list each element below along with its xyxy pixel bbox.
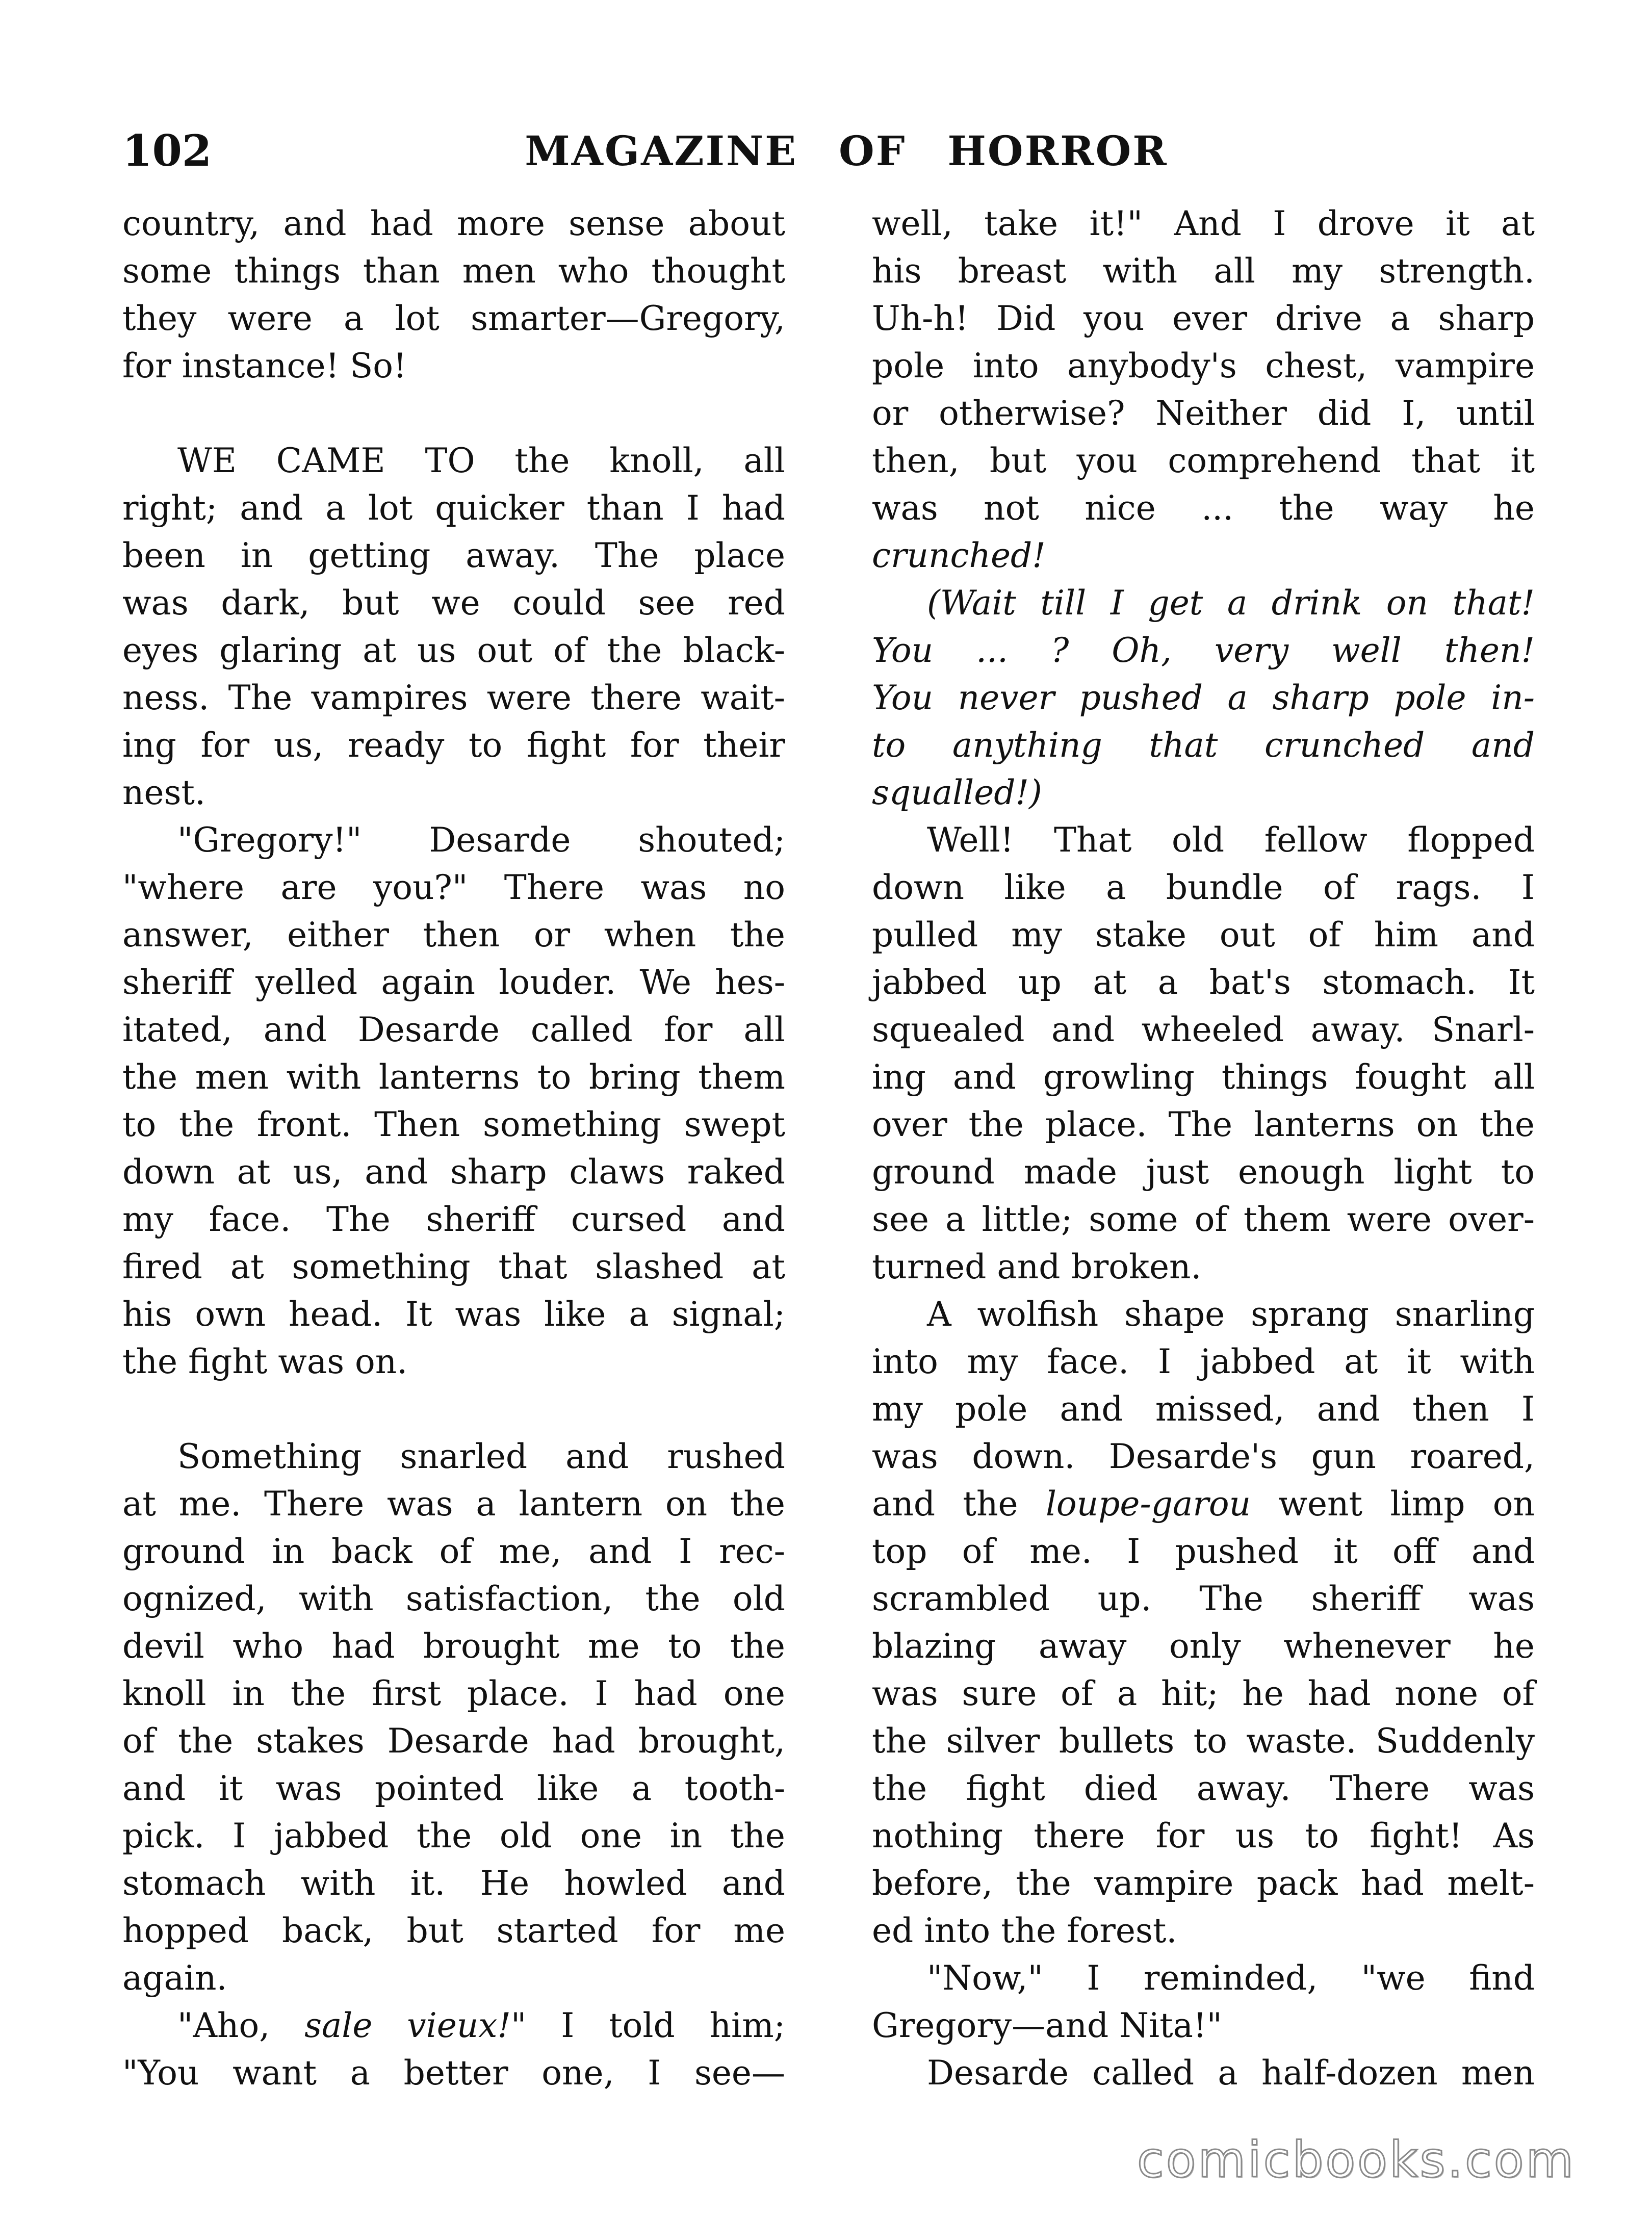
page-header <box>122 120 1530 182</box>
text-line: squealed and wheeled away. Snarl- <box>872 1010 1535 1049</box>
text-run: "Aho, <box>177 2006 305 2045</box>
text-line: again. <box>122 1958 227 1998</box>
text-line: ing and growling things fought all <box>872 1058 1535 1097</box>
italic-text-run: (Wait till I get a drink on that! <box>927 583 1535 623</box>
text-line: Uh-h! Did you ever drive a sharp <box>872 299 1535 338</box>
text-line: fired at something that slashed at <box>122 1247 785 1286</box>
text-line: WE CAME TO the knoll, all <box>177 441 785 480</box>
text-line: to the front. Then something swept <box>122 1105 785 1144</box>
text-line: pulled my stake out of him and <box>872 915 1535 955</box>
text-line: right; and a lot quicker than I had <box>122 488 785 528</box>
text-line: devil who had brought me to the <box>122 1627 785 1666</box>
text-line: Gregory—and Nita!" <box>872 2006 1222 2045</box>
text-line: stomach with it. He howled and <box>122 1864 785 1903</box>
italic-text-run: crunched! <box>872 536 1046 575</box>
text-line: eyes glaring at us out of the black- <box>122 631 785 670</box>
text-line: Something snarled and rushed <box>177 1437 785 1476</box>
text-line: the men with lanterns to bring them <box>122 1058 785 1097</box>
text-line: at me. There was a lantern on the <box>122 1484 785 1524</box>
text-line: see a little; some of them were over- <box>872 1200 1535 1239</box>
text-line: was dark, but we could see red <box>122 583 785 623</box>
text-line: knoll in the first place. I had one <box>122 1674 785 1713</box>
text-line: pole into anybody's chest, vampire <box>872 346 1535 385</box>
text-line: Desarde called a half-dozen men <box>927 2053 1535 2093</box>
text-line: for instance! So! <box>122 346 407 385</box>
text-line: his own head. It was like a signal; <box>122 1295 785 1334</box>
text-line <box>122 2002 785 2049</box>
watermark: comicbooks.com <box>1137 2131 1576 2188</box>
text-line <box>872 721 1535 769</box>
text-line: the fight died away. There was <box>872 1769 1535 1808</box>
text-line: ground made just enough light to <box>872 1152 1535 1192</box>
page-number: 102 <box>122 125 212 176</box>
text-line: was not nice ... the way he <box>872 488 1535 528</box>
text-line: and it was pointed like a tooth- <box>122 1769 785 1808</box>
text-line: scrambled up. The sheriff was <box>872 1579 1535 1618</box>
text-line <box>872 1480 1535 1528</box>
text-line: my face. The sheriff cursed and <box>122 1200 785 1239</box>
text-line <box>122 390 785 437</box>
text-line: ed into the forest. <box>872 1911 1177 1950</box>
text-run: I told him; <box>526 2006 785 2045</box>
text-line: down like a bundle of rags. I <box>872 868 1535 907</box>
italic-text-run: You never pushed a sharp pole in- <box>872 678 1535 717</box>
text-line: "where are you?" There was no <box>122 868 785 907</box>
text-line: been in getting away. The place <box>122 536 785 575</box>
text-line <box>872 769 1535 816</box>
text-line: well, take it!" And I drove it at <box>872 204 1535 243</box>
italic-text-run: sale vieux!" <box>304 2006 527 2045</box>
left-column <box>122 200 785 2097</box>
text-line: of the stakes Desarde had brought, <box>122 1721 785 1761</box>
text-line: hopped back, but started for me <box>122 1911 785 1950</box>
text-line: nest. <box>122 773 205 812</box>
italic-text-run: loupe-garou <box>1045 1484 1251 1524</box>
text-line: itated, and Desarde called for all <box>122 1010 785 1049</box>
text-line: then, but you comprehend that it <box>872 441 1535 480</box>
text-line: his breast with all my strength. <box>872 251 1535 291</box>
text-line: Well! That old fellow flopped <box>927 820 1535 860</box>
text-line: "Now," I reminded, "we find <box>927 1958 1535 1998</box>
italic-text-run: squalled!) <box>872 773 1042 812</box>
text-line: ground in back of me, and I rec- <box>122 1532 785 1571</box>
text-line: pick. I jabbed the old one in the <box>122 1816 785 1855</box>
italic-text-run: You ... ? Oh, very well then! <box>872 631 1535 670</box>
text-line: before, the vampire pack had melt- <box>872 1864 1535 1903</box>
text-line <box>872 674 1535 721</box>
text-run: and the <box>872 1484 1046 1524</box>
text-line: nothing there for us to fight! As <box>872 1816 1535 1855</box>
text-line: some things than men who thought <box>122 251 785 291</box>
text-line: "You want a better one, I see— <box>122 2053 785 2093</box>
text-line <box>872 532 1535 579</box>
text-line: blazing away only whenever he <box>872 1627 1535 1666</box>
running-title: MAGAZINE OF HORROR <box>525 127 1168 175</box>
text-line: country, and had more sense about <box>122 204 785 243</box>
text-run: went limp on <box>1251 1484 1535 1524</box>
text-line: ing for us, ready to fight for their <box>122 726 785 765</box>
text-line <box>872 627 1535 674</box>
text-line <box>122 1385 785 1433</box>
text-line: my pole and missed, and then I <box>872 1389 1535 1429</box>
text-line: A wolfish shape sprang snarling <box>927 1295 1535 1334</box>
text-line: sheriff yelled again louder. We hes- <box>122 963 785 1002</box>
text-line: into my face. I jabbed at it with <box>872 1342 1535 1381</box>
text-line: ness. The vampires were there wait- <box>122 678 785 717</box>
right-column <box>872 200 1535 2097</box>
text-line: the fight was on. <box>122 1342 408 1381</box>
text-line: top of me. I pushed it off and <box>872 1532 1535 1571</box>
text-line: jabbed up at a bat's stomach. It <box>872 963 1535 1002</box>
text-line <box>872 579 1535 627</box>
text-line: "Gregory!" Desarde shouted; <box>177 820 785 860</box>
text-line: was sure of a hit; he had none of <box>872 1674 1535 1713</box>
text-line: was down. Desarde's gun roared, <box>872 1437 1535 1476</box>
text-line: down at us, and sharp claws raked <box>122 1152 785 1192</box>
text-line: answer, either then or when the <box>122 915 785 955</box>
text-line: over the place. The lanterns on the <box>872 1105 1535 1144</box>
text-line: they were a lot smarter—Gregory, <box>122 299 785 338</box>
text-line: the silver bullets to waste. Suddenly <box>872 1721 1535 1761</box>
text-line: or otherwise? Neither did I, until <box>872 394 1535 433</box>
text-line: ognized, with satisfaction, the old <box>122 1579 785 1618</box>
text-line: turned and broken. <box>872 1247 1202 1286</box>
italic-text-run: to anything that crunched and <box>872 726 1535 765</box>
